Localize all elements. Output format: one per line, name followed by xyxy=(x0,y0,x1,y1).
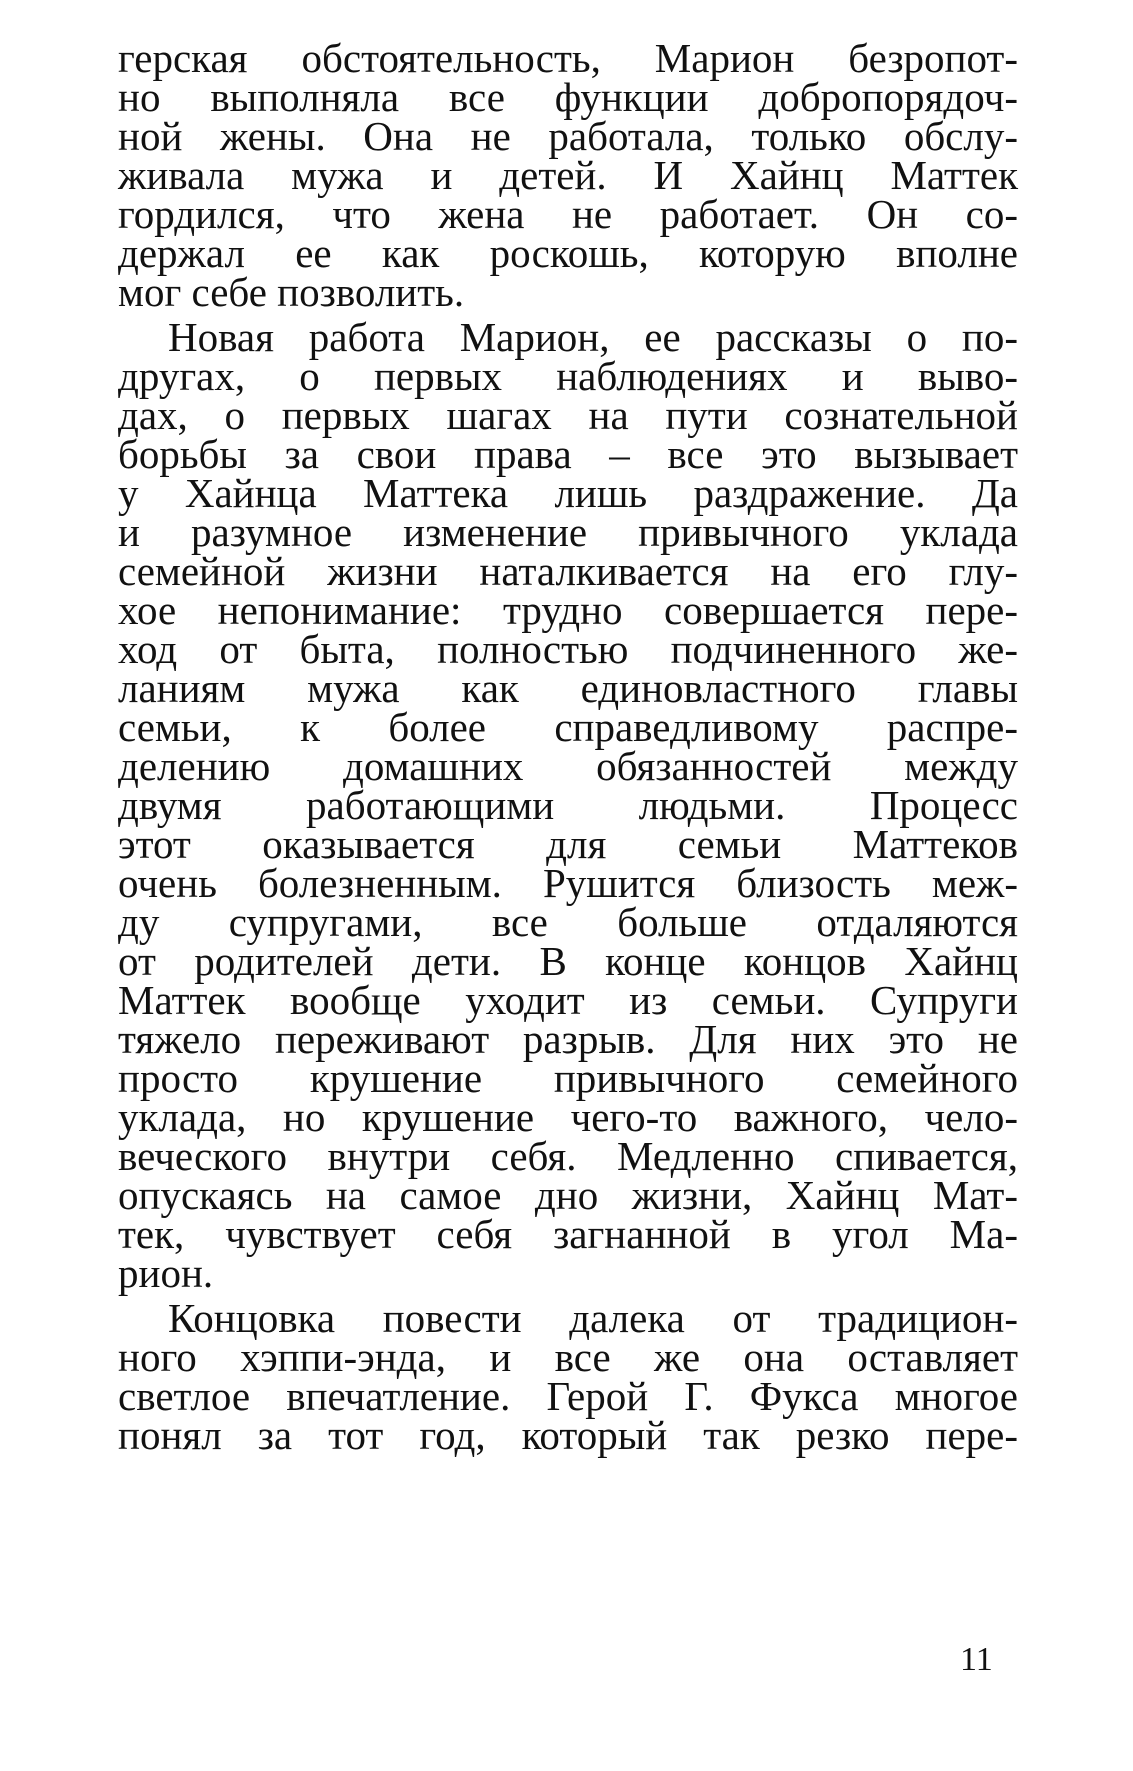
text-line: семьи, к более справедливому распре- xyxy=(118,704,1018,750)
text-line: борьбы за свои права – все это вызывает xyxy=(118,431,1018,477)
text-line: мог себе позволить. xyxy=(118,269,465,315)
text-line: держал ее как роскошь, которую вполне xyxy=(118,230,1018,276)
text-line: ланиям мужа как единовластного главы xyxy=(118,665,1018,711)
text-line: ного хэппи-энда, и все же она оставляет xyxy=(118,1334,1018,1380)
text-line: Новая работа Марион, ее рассказы о по- xyxy=(168,314,1018,360)
text-line: Маттек вообще уходит из семьи. Супруги xyxy=(118,977,1018,1023)
text-line: ход от быта, полностью подчиненного же- xyxy=(118,626,1018,672)
text-line: гордился, что жена не работает. Он со- xyxy=(118,191,1018,237)
text-line: семейной жизни наталкивается на его глу- xyxy=(118,548,1018,594)
page-number: 11 xyxy=(960,1641,993,1678)
text-line: но выполняла все функции добропорядоч- xyxy=(118,74,1018,120)
text-line: хое непонимание: трудно совершается пере- xyxy=(118,587,1018,633)
text-line: веческого внутри себя. Медленно спивается, xyxy=(118,1133,1018,1179)
text-line: делению домашних обязанностей между xyxy=(118,743,1018,789)
text-line: дах, о первых шагах на пути сознательной xyxy=(118,392,1018,438)
text-line: двумя работающими людьми. Процесс xyxy=(118,782,1018,828)
text-line: у Хайнца Маттека лишь раздражение. Да xyxy=(118,470,1018,516)
text-line: ной жены. Она не работала, только обслу- xyxy=(118,113,1018,159)
text-line: тек, чувствует себя загнанной в угол Ма- xyxy=(118,1211,1018,1257)
text-line: уклада, но крушение чего-то важного, чело- xyxy=(118,1094,1018,1140)
text-line: ду супругами, все больше отдаляются xyxy=(118,899,1018,945)
text-line: светлое впечатление. Герой Г. Фукса многое xyxy=(118,1373,1018,1419)
text-line: от родителей дети. В конце концов Хайнц xyxy=(118,938,1018,984)
text-line: очень болезненным. Рушится близость меж- xyxy=(118,860,1018,906)
text-line: герская обстоятельность, Марион безропот- xyxy=(118,35,1018,81)
text-line: другах, о первых наблюдениях и выво- xyxy=(118,353,1018,399)
text-line: просто крушение привычного семейного xyxy=(118,1055,1018,1101)
text-line: рион. xyxy=(118,1250,214,1296)
text-line: этот оказывается для семьи Маттеков xyxy=(118,821,1018,867)
text-line: опускаясь на самое дно жизни, Хайнц Мат- xyxy=(118,1172,1018,1218)
text-line: тяжело переживают разрыв. Для них это не xyxy=(118,1016,1018,1062)
text-line: Концовка повести далека от традицион- xyxy=(168,1295,1018,1341)
text-line: понял за тот год, который так резко пере- xyxy=(118,1412,1018,1458)
text-line: и разумное изменение привычного уклада xyxy=(118,509,1018,555)
text-line: живала мужа и детей. И Хайнц Маттек xyxy=(118,152,1018,198)
